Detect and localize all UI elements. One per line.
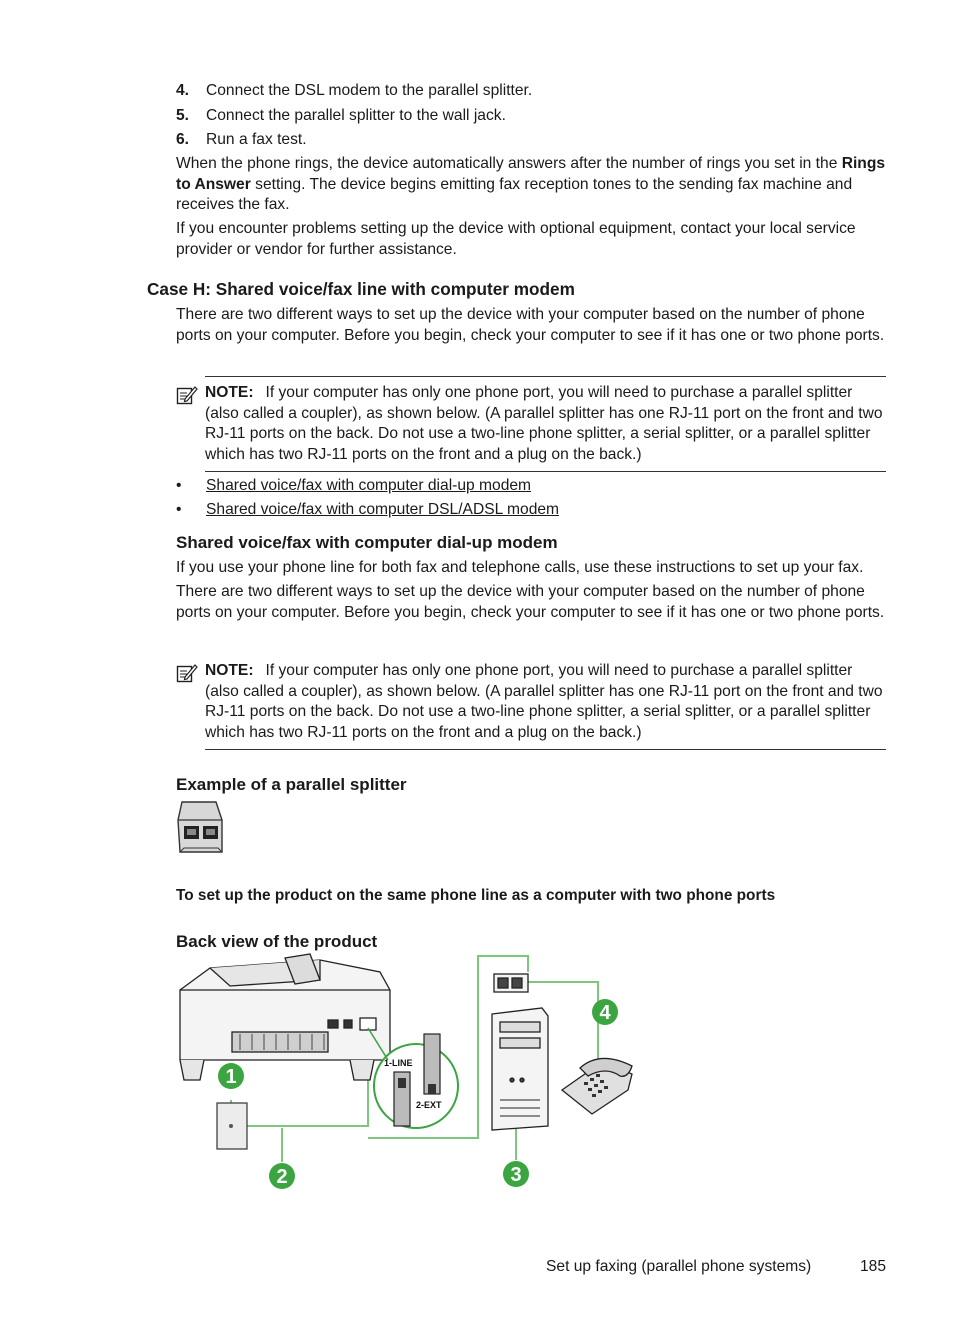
- callout-3-label: 3: [510, 1164, 522, 1186]
- setup-heading: To set up the product on the same phone line as a computer with two phone ports: [176, 887, 776, 904]
- port-1-label: 1-LINE: [384, 1058, 413, 1068]
- step-list: [176, 81, 886, 155]
- link-dialup-modem[interactable]: Shared voice/fax with computer dial-up modem: [206, 477, 532, 494]
- page-footer: [546, 1257, 886, 1278]
- step-item: [176, 81, 886, 106]
- note-box: [176, 376, 886, 472]
- rings-to-answer-term: Rings to Answer: [176, 155, 886, 193]
- bullet: •: [176, 477, 182, 494]
- footer-section-title: Set up faxing (parallel phone systems): [546, 1258, 812, 1275]
- rings-paragraph: [176, 154, 886, 216]
- note-body: If your computer has only one phone port, you will need to purchase a parallel splitter (also called a coupler), as shown below. (A parallel splitter has one RJ-11 port on the front and two RJ-11 ports on the back. Do not use a two-line phone splitter, a serial splitter, or a parallel splitter which has two RJ-11 ports on the front and a plug on the back.): [205, 384, 883, 463]
- bullet: •: [176, 501, 182, 518]
- back-view-heading: Back view of the product: [176, 932, 378, 951]
- dialup-para-2: There are two different ways to set up the device with your computer based on the number of phone ports on your computer. Before you begin, check your computer to see if it has one or two phone ports.: [176, 583, 885, 621]
- step-number: 5.: [176, 106, 190, 124]
- rings-paragraph-text-end: setting. The device begins emitting fax reception tones to the sending fax machine and receives the fax.: [176, 175, 853, 214]
- wall-jack-port: [229, 1124, 233, 1128]
- telephone: [562, 1058, 632, 1114]
- link-dsl-adsl-modem[interactable]: Shared voice/fax with computer DSL/ADSL modem: [206, 501, 560, 518]
- step-number: 4.: [176, 82, 190, 99]
- connection-diagram: [170, 950, 650, 1198]
- step-item: [176, 106, 886, 131]
- note-box: [176, 655, 886, 750]
- step-text: Connect the DSL modem to the parallel splitter.: [206, 82, 533, 99]
- note-icon: [176, 383, 205, 465]
- case-h-heading: Case H: Shared voice/fax line with computer modem: [147, 279, 575, 299]
- rings-paragraph-text: When the phone rings, the device automatically answers after the number of rings you set in the: [176, 155, 842, 172]
- dialup-heading: Shared voice/fax with computer dial-up modem: [176, 533, 558, 552]
- list-item: [176, 476, 886, 500]
- note-bottom-rule: [205, 471, 886, 472]
- step-text: Connect the parallel splitter to the wall jack.: [206, 106, 506, 124]
- link-list: [176, 476, 886, 524]
- callout-4-label: 4: [599, 1002, 611, 1024]
- note-text: [205, 661, 886, 743]
- note-label: NOTE:: [205, 384, 254, 401]
- page-number: 185: [859, 1258, 886, 1275]
- note-bottom-rule: [205, 749, 886, 750]
- callout-1-label: 1: [225, 1066, 237, 1088]
- computer-tower: [492, 974, 548, 1130]
- case-h-intro: There are two different ways to set up the device with your computer based on the number of phone ports on your computer. Before you begin, check your computer to see if it has one or two phone ports.: [176, 306, 885, 344]
- parallel-splitter-image: [176, 800, 226, 856]
- port-2-label: 2-EXT: [416, 1100, 442, 1110]
- step-number: 6.: [176, 131, 190, 148]
- note-icon: [176, 661, 205, 743]
- note-text: [205, 383, 886, 465]
- example-heading: Example of a parallel splitter: [176, 775, 407, 794]
- step-text: Run a fax test.: [206, 131, 307, 148]
- problems-paragraph: If you encounter problems setting up the device with optional equipment, contact your local service provider or vendor for further assistance.: [176, 220, 856, 258]
- callout-2-label: 2: [276, 1166, 288, 1188]
- step-item: [176, 130, 886, 155]
- printer-back-view: [180, 954, 390, 1080]
- note-body: If your computer has only one phone port, you will need to purchase a parallel splitter (also called a coupler), as shown below. (A parallel splitter has one RJ-11 port on the front and two RJ-11 ports on the back. Do not use a two-line phone splitter, a serial splitter, or a parallel splitter which has two RJ-11 ports on the front and a plug on the back.): [205, 662, 883, 741]
- list-item: [176, 500, 886, 524]
- note-label: NOTE:: [205, 662, 254, 679]
- dialup-para-1: If you use your phone line for both fax and telephone calls, use these instructions to set up your fax.: [176, 559, 864, 576]
